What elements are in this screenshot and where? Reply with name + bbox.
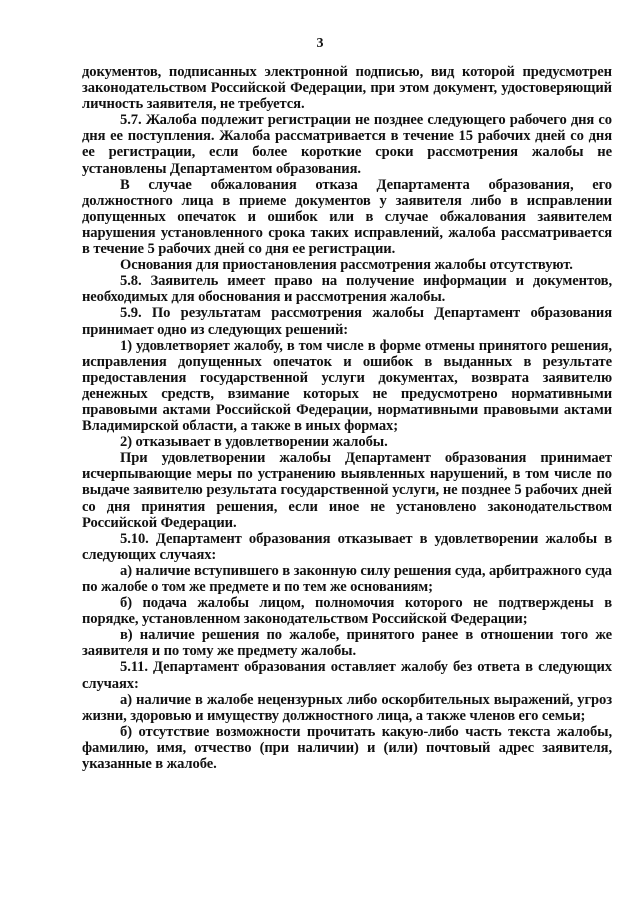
list-item-refusal-c: в) наличие решения по жалобе, принятого ранее в отношении того же заявителя и по тому же предмету жалобы.: [82, 627, 612, 660]
paragraph-5-9: 5.9. По результатам рассмотрения жалобы Департамент образования принимает одно из следующих решений:: [82, 305, 612, 338]
list-item-refusal-a: а) наличие вступившего в законную силу решения суда, арбитражного суда по жалобе о том же предмете и по тем же основаниям;: [82, 562, 612, 595]
list-item-no-answer-a: а) наличие в жалобе нецензурных либо оскорбительных выражений, угроз жизни, здоровью и имуществу должностного лица, а также членов его семьи;: [82, 691, 612, 724]
document-body: [82, 64, 612, 772]
paragraph-no-suspension: Основания для приостановления рассмотрения жалобы отсутствуют.: [120, 257, 573, 274]
paragraph-continuation: документов, подписанных электронной подписью, вид которой предусмотрен законодательством Российской Федерации, при этом документ, удостоверяющий личность заявителя, не требуется.: [82, 64, 612, 113]
paragraph-satisfaction-measures: При удовлетворении жалобы Департамент образования принимает исчерпывающие меры по устранению выявленных нарушений, в том числе по выдаче заявителю результата государственной услуги, не позднее 5 рабочих дней со дня принятия решения, если иное не установлено законодательством Российской Федерации.: [82, 450, 612, 531]
paragraph-5-10: 5.10. Департамент образования отказывает в удовлетворении жалобы в следующих случаях:: [82, 530, 612, 563]
list-item-decision-1: 1) удовлетворяет жалобу, в том числе в форме отмены принятого решения, исправления допущенных опечаток и ошибок в выданных в результате предоставления государственной услуги документах, возврата заявителю денежных средств, взимание которых не предусмотрено нормативными правовыми актами Российской Федерации, нормативными правовыми актами Владимирской области, а также в иных формах;: [82, 337, 612, 435]
paragraph-refusal-appeal: В случае обжалования отказа Департамента образования, его должностного лица в приеме документов у заявителя либо в исправлении допущенных опечаток и ошибок или в случае обжалования заявителем нарушения установленного срока таких исправлений, жалоба рассматривается в течение 5 рабочих дней со дня ее регистрации.: [82, 176, 612, 258]
list-item-decision-2: 2) отказывает в удовлетворении жалобы.: [120, 434, 388, 451]
paragraph-5-8: 5.8. Заявитель имеет право на получение информации и документов, необходимых для обоснования и рассмотрения жалобы.: [82, 273, 612, 306]
paragraph-5-11: 5.11. Департамент образования оставляет жалобу без ответа в следующих случаях:: [82, 659, 612, 692]
list-item-no-answer-b: б) отсутствие возможности прочитать какую-либо часть текста жалобы, фамилию, имя, отчество (при наличии) и (или) почтовый адрес заявителя, указанные в жалобе.: [82, 723, 612, 773]
list-item-refusal-b: б) подача жалобы лицом, полномочия которого не подтверждены в порядке, установленном законодательством Российской Федерации;: [82, 595, 612, 628]
paragraph-5-7: 5.7. Жалоба подлежит регистрации не позднее следующего рабочего дня со дня ее поступления. Жалоба рассматривается в течение 15 рабочих дней со дня ее регистрации, если более короткие сроки рассмотрения жалобы не установлены Департаментом образования.: [82, 112, 612, 177]
page-number: 3: [316, 36, 324, 51]
